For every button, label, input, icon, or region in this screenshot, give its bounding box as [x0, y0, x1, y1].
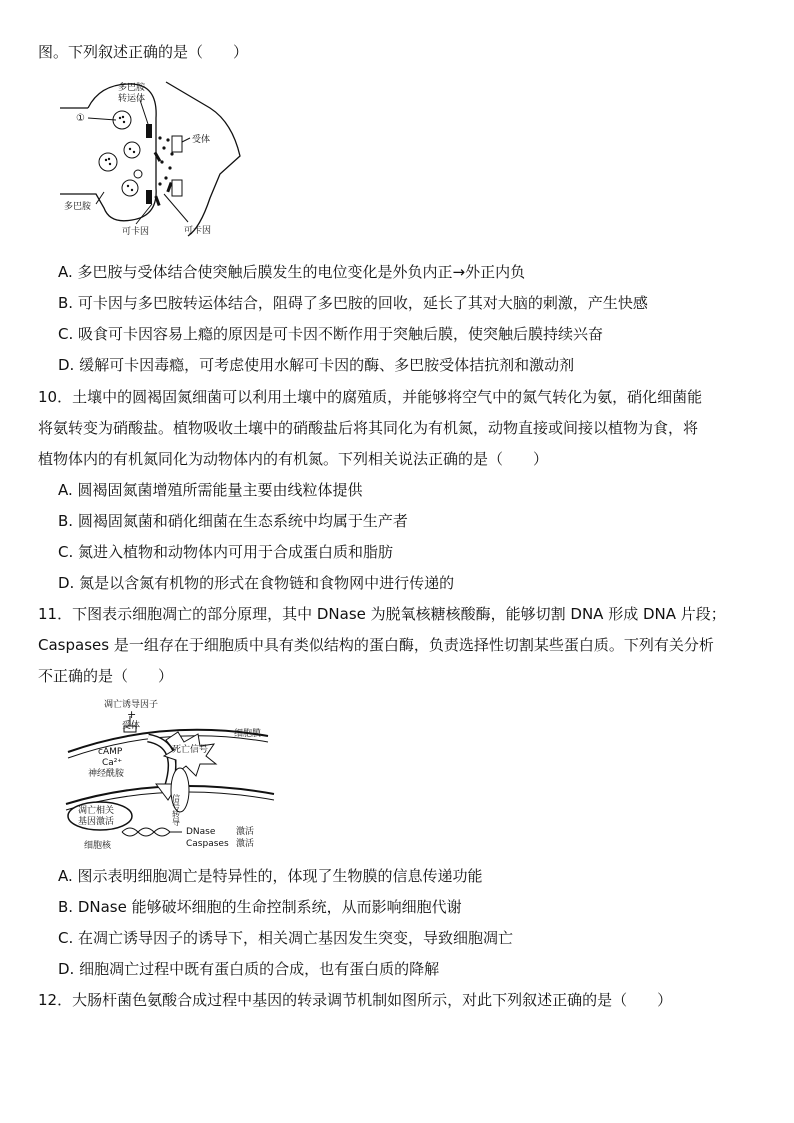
label-activate-2: 激活 — [236, 839, 255, 849]
label-gene-2: 基因激活 — [78, 817, 115, 827]
label-camp: cAMP — [98, 747, 123, 757]
label-dnase: DNase — [186, 827, 216, 837]
label-neuro: 神经酰胺 — [88, 769, 125, 779]
q10-option-d: D. 氮是以含氮有机物的形式在食物链和食物网中进行传递的 — [58, 574, 455, 592]
q10-option-b: B. 圆褐固氮菌和硝化细菌在生态系统中均属于生产者 — [58, 512, 408, 530]
q10-stem-line-2: 将氨转变为硝酸盐。植物吸收土壤中的硝酸盐后将其同化为有机氮，动物直接或间接以植物为食，将 — [38, 419, 699, 437]
q11-option-c: C. 在凋亡诱导因子的诱导下，相关凋亡基因发生突变，导致细胞凋亡 — [58, 929, 514, 947]
q9-option-a: A. 多巴胺与受体结合使突触后膜发生的电位变化是外负内正→外正内负 — [58, 263, 526, 281]
label-cocaine-1: 可卡因 — [122, 227, 150, 237]
apoptosis-diagram — [64, 698, 278, 852]
q10-option-a: A. 圆褐固氮菌增殖所需能量主要由线粒体提供 — [58, 481, 363, 499]
label-nucleus: 细胞核 — [84, 841, 112, 851]
q11-option-d: D. 细胞凋亡过程中既有蛋白质的合成，也有蛋白质的降解 — [58, 960, 440, 978]
label-ca: Ca²⁺ — [102, 758, 123, 768]
label-receptor-11: 受体 — [122, 721, 141, 731]
q11-option-a: A. 图示表明细胞凋亡是特异性的，体现了生物膜的信息传递功能 — [58, 867, 483, 885]
label-receptor: 受体 — [192, 135, 211, 145]
q9-stem-tail: 图。下列叙述正确的是（ ） — [38, 43, 249, 61]
q10-option-c: C. 氮进入植物和动物体内可用于合成蛋白质和脂肪 — [58, 543, 394, 561]
label-gene-1: 凋亡相关 — [78, 806, 115, 816]
synapse-diagram — [60, 78, 250, 240]
label-dopamine: 多巴胺 — [64, 202, 92, 212]
q9-option-c: C. 吸食可卡因容易上瘾的原因是可卡因不断作用于突触后膜，使突触后膜持续兴奋 — [58, 325, 604, 343]
label-caspases: Caspases — [186, 839, 229, 849]
label-membrane: 细胞膜 — [234, 729, 262, 739]
label-inducer: 凋亡诱导因子 — [104, 700, 159, 710]
label-death-signal: 死亡信号 — [172, 745, 209, 755]
q12-stem: 12．大肠杆菌色氨酸合成过程中基因的转录调节机制如图所示，对此下列叙述正确的是（ ） — [38, 991, 673, 1009]
label-signal-transduction: 信号转导 — [171, 794, 181, 826]
q11-option-b: B. DNase 能够破坏细胞的生命控制系统，从而影响细胞代谢 — [58, 898, 462, 916]
q10-stem-line-3: 植物体内的有机氮同化为动物体内的有机氮。下列相关说法正确的是（ ） — [38, 450, 549, 468]
q11-stem-line-3: 不正确的是（ ） — [38, 667, 174, 685]
label-circle-1: ① — [76, 113, 85, 124]
q11-stem-line-1: 11．下图表示细胞凋亡的部分原理，其中 DNase 为脱氧核糖核酸酶，能够切割 DNA 形成 DNA 片段； — [38, 605, 726, 623]
label-transporter-2: 转运体 — [118, 94, 146, 104]
q9-option-d: D. 缓解可卡因毒瘾，可考虑使用水解可卡因的酶、多巴胺受体拮抗剂和激动剂 — [58, 356, 575, 374]
label-cocaine-2: 可卡因 — [184, 226, 212, 236]
q11-stem-line-2: Caspases 是一组存在于细胞质中具有类似结构的蛋白酶，负责选择性切割某些蛋白质。下列有关分析 — [38, 636, 714, 654]
q10-stem-line-1: 10．土壤中的圆褐固氮细菌可以利用土壤中的腐殖质，并能够将空气中的氮气转化为氨，硝化细菌能 — [38, 388, 703, 406]
label-transporter-1: 多巴胺 — [118, 83, 146, 93]
q9-option-b: B. 可卡因与多巴胺转运体结合，阻碍了多巴胺的回收，延长了其对大脑的刺激，产生快感 — [58, 294, 648, 312]
label-activate-1: 激活 — [236, 827, 255, 837]
label-plus: + — [127, 708, 137, 721]
